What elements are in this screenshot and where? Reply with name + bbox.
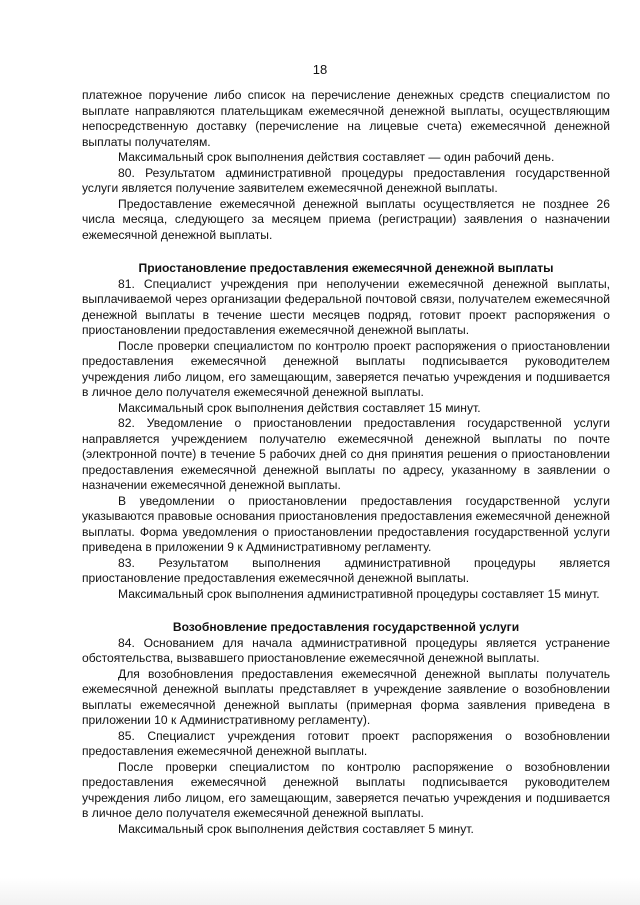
paragraph: Максимальный срок выполнения административной процедуры составляет 15 минут. <box>118 586 600 601</box>
page-bottom-edge <box>0 878 640 905</box>
paragraph: 85. Специалист учреждения готовит проект распоряжения о возобновлении предоставления ежемесячной денежной выплаты. <box>82 728 610 758</box>
paragraph: Максимальный срок выполнения действия составляет 15 минут. <box>118 400 481 415</box>
paragraph: После проверки специалистом по контролю распоряжение о возобновлении предоставления ежемесячной денежной выплаты подписывается руководителем учреждения либо лицом, его замещающим, заверяется печатью учреждения и подшивается в личное дело получателя ежемесячной денежной выплаты. <box>82 759 610 820</box>
page-number: 18 <box>312 62 328 77</box>
paragraph: 84. Основанием для начала административной процедуры является устранение обстоятельства, вызвавшего приостановление ежемесячной денежной выплаты. <box>82 635 610 665</box>
paragraph: 82. Уведомление о приостановлении предоставления государственной услуги направляется учреждением получателю ежемесячной денежной выплаты по почте (электронной почте) в течение 5 рабочих дней со дня принятия решения о приостановлении предоставления ежемесячной денежной выплаты по адресу, указанному в заявлении о назначении ежемесячной денежной выплаты. <box>82 416 610 492</box>
paragraph: В уведомлении о приостановлении предоставления государственной услуги указываются правовые основания приостановления предоставления ежемесячной денежной выплаты. Форма уведомления о приостановлении предоставления государственной услуги приведена в приложении 9 к Административному регламенту. <box>82 493 610 554</box>
paragraph: 81. Специалист учреждения при неполучении ежемесячной денежной выплаты, выплачиваемой через организации федеральной почтовой связи, получателем ежемесячной денежной выплаты в течение шести месяцев подряд, готовит проект распоряжения о приостановлении предоставления ежемесячной денежной выплаты. <box>82 276 610 337</box>
paragraph: После проверки специалистом по контролю проект распоряжения о приостановлении предоставления ежемесячной денежной выплаты подписывается руководителем учреждения либо лицом, его замещающим, заверяется печатью учреждения и подшивается в личное дело получателя ежемесячной денежной выплаты. <box>82 338 610 399</box>
paragraph: 80. Результатом административной процедуры предоставления государственной услуги является получение заявителем ежемесячной денежной выплаты. <box>82 165 610 195</box>
paragraph: Предоставление ежемесячной денежной выплаты осуществляется не позднее 26 числа месяца, следующего за месяцем приема (регистрации) заявления о назначении ежемесячной денежной выплаты. <box>82 196 610 242</box>
paragraph: платежное поручение либо список на перечисление денежных средств специалистом по выплате направляются плательщикам ежемесячной денежной выплаты, осуществляющим непосредственную доставку (перечисление на лицевые счета) ежемесячной денежной выплаты получателям. <box>82 88 610 149</box>
paragraph: Для возобновления предоставления ежемесячной денежной выплаты получатель ежемесячной денежной выплаты представляет в учреждение заявление о возобновлении выплаты ежемесячной денежной выплаты (примерная форма заявления приведена в приложении 10 к Административному регламенту). <box>82 666 610 727</box>
paragraph: 83. Результатом выполнения административной процедуры является приостановление предоставления ежемесячной денежной выплаты. <box>82 555 610 585</box>
paragraph: Максимальный срок выполнения действия составляет — один рабочий день. <box>118 150 555 164</box>
paragraph: Максимальный срок выполнения действия составляет 5 минут. <box>118 821 474 836</box>
section-heading-suspension: Приостановление предоставления ежемесячной денежной выплаты <box>138 261 554 275</box>
document-body <box>82 88 610 837</box>
section-heading-resumption: Возобновление предоставления государственной услуги <box>172 620 520 634</box>
